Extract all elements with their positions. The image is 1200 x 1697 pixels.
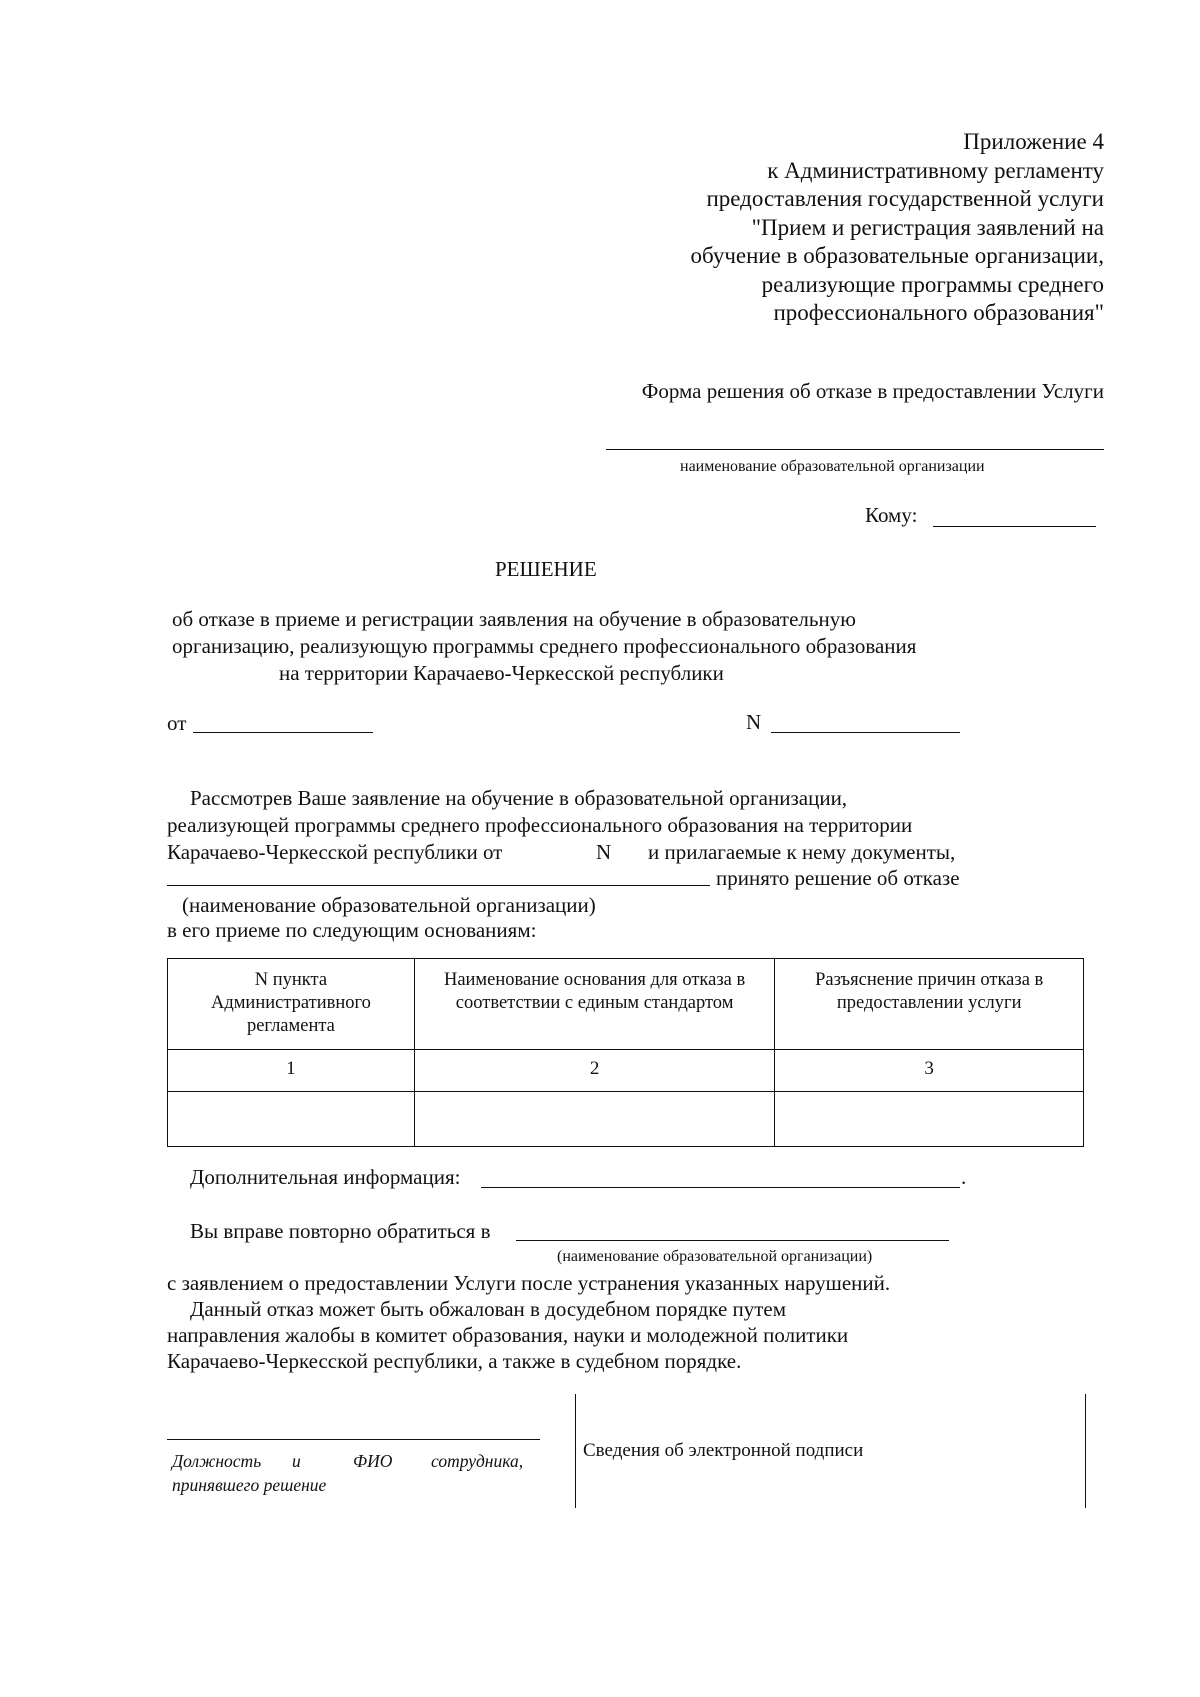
body-line-3b: и прилагаемые к нему документы, xyxy=(648,840,956,864)
to-label: Кому: xyxy=(865,503,918,527)
table-cell[interactable] xyxy=(168,1092,415,1147)
org-name-line xyxy=(606,449,1104,450)
org-name-caption: наименование образовательной организации xyxy=(680,458,985,475)
subject-line-2: организацию, реализующую программы среднего профессионального образования xyxy=(172,634,917,658)
number-field-line xyxy=(771,732,960,733)
table-cell: 2 xyxy=(414,1050,775,1092)
appendix-line: обучение в образовательные организации, xyxy=(690,243,1104,268)
date-field-line xyxy=(193,732,373,733)
table-cell[interactable] xyxy=(775,1092,1084,1147)
e-signature-label: Сведения об электронной подписи xyxy=(583,1440,864,1461)
additional-info-label: Дополнительная информация: xyxy=(190,1165,461,1189)
appeal-line-1: Данный отказ может быть обжалован в досудебном порядке путем xyxy=(190,1297,787,1321)
subject-line-3: на территории Карачаево-Черкесской республики xyxy=(279,661,724,685)
table-row xyxy=(168,1092,1084,1147)
decision-title: РЕШЕНИЕ xyxy=(495,557,597,581)
appendix-header xyxy=(691,128,1105,328)
table-cell: 3 xyxy=(775,1050,1084,1092)
number-label: N xyxy=(746,710,762,734)
signature-word: Должность xyxy=(172,1451,262,1471)
appendix-line: реализующие программы среднего xyxy=(761,271,1104,297)
org-field-line xyxy=(167,885,710,886)
signature-word: сотрудника, xyxy=(431,1451,524,1471)
additional-info-end: . xyxy=(961,1165,967,1189)
date-label: от xyxy=(167,711,187,735)
table-header-cell: Разъяснение причин отказа в предоставлении услуги xyxy=(775,959,1084,1050)
appeal-line-2: направления жалобы в комитет образования, науки и молодежной политики xyxy=(167,1323,849,1347)
appendix-line: к Административному регламенту xyxy=(767,157,1104,183)
additional-info-line[interactable] xyxy=(481,1187,960,1188)
signature-divider-left xyxy=(575,1394,576,1508)
table-header-cell: N пункта Административного регламента xyxy=(168,959,415,1050)
table-cell: 1 xyxy=(168,1050,415,1092)
subject-line-1: об отказе в приеме и регистрации заявления на обучение в образовательную xyxy=(172,607,856,631)
body-line-2: реализующей программы среднего профессионального образования на территории xyxy=(167,813,913,837)
body-line-4-tail: принято решение об отказе xyxy=(716,866,960,890)
signature-divider-right xyxy=(1085,1394,1086,1508)
appendix-line: предоставления государственной услуги xyxy=(706,186,1104,211)
table-header-cell: Наименование основания для отказа в соответствии с единым стандартом xyxy=(414,959,775,1050)
appendix-line: Приложение 4 xyxy=(963,129,1104,154)
signature-line xyxy=(167,1439,540,1440)
body-line-3n: N xyxy=(596,840,612,864)
signature-word: и xyxy=(292,1451,301,1471)
to-field-line xyxy=(933,526,1096,527)
body-line-5: в его приеме по следующим основаниям: xyxy=(167,918,537,942)
reapply-tail: с заявлением о предоставлении Услуги после устранения указанных нарушений. xyxy=(167,1271,891,1295)
signature-word: ФИО xyxy=(353,1451,393,1471)
body-org-caption: (наименование образовательной организации) xyxy=(182,893,596,917)
table-header-row xyxy=(168,959,1084,1050)
table-cell[interactable] xyxy=(414,1092,775,1147)
body-line-1: Рассмотрев Ваше заявление на обучение в образовательной организации, xyxy=(190,786,848,810)
reapply-line[interactable] xyxy=(516,1240,949,1241)
reasons-table xyxy=(167,958,1084,1147)
signature-caption: принявшего решение xyxy=(172,1475,327,1495)
appendix-line: профессионального образования" xyxy=(773,300,1104,325)
appeal-line-3: Карачаево-Черкесской республики, а также в судебном порядке. xyxy=(167,1349,742,1373)
reapply-caption: (наименование образовательной организации) xyxy=(557,1248,873,1265)
reapply-label: Вы вправе повторно обратиться в xyxy=(190,1219,491,1243)
form-title: Форма решения об отказе в предоставлении Услуги xyxy=(641,379,1104,403)
table-row xyxy=(168,1050,1084,1092)
body-line-3a: Карачаево-Черкесской республики от xyxy=(167,840,503,864)
appendix-line: "Прием и регистрация заявлений на xyxy=(751,214,1104,240)
